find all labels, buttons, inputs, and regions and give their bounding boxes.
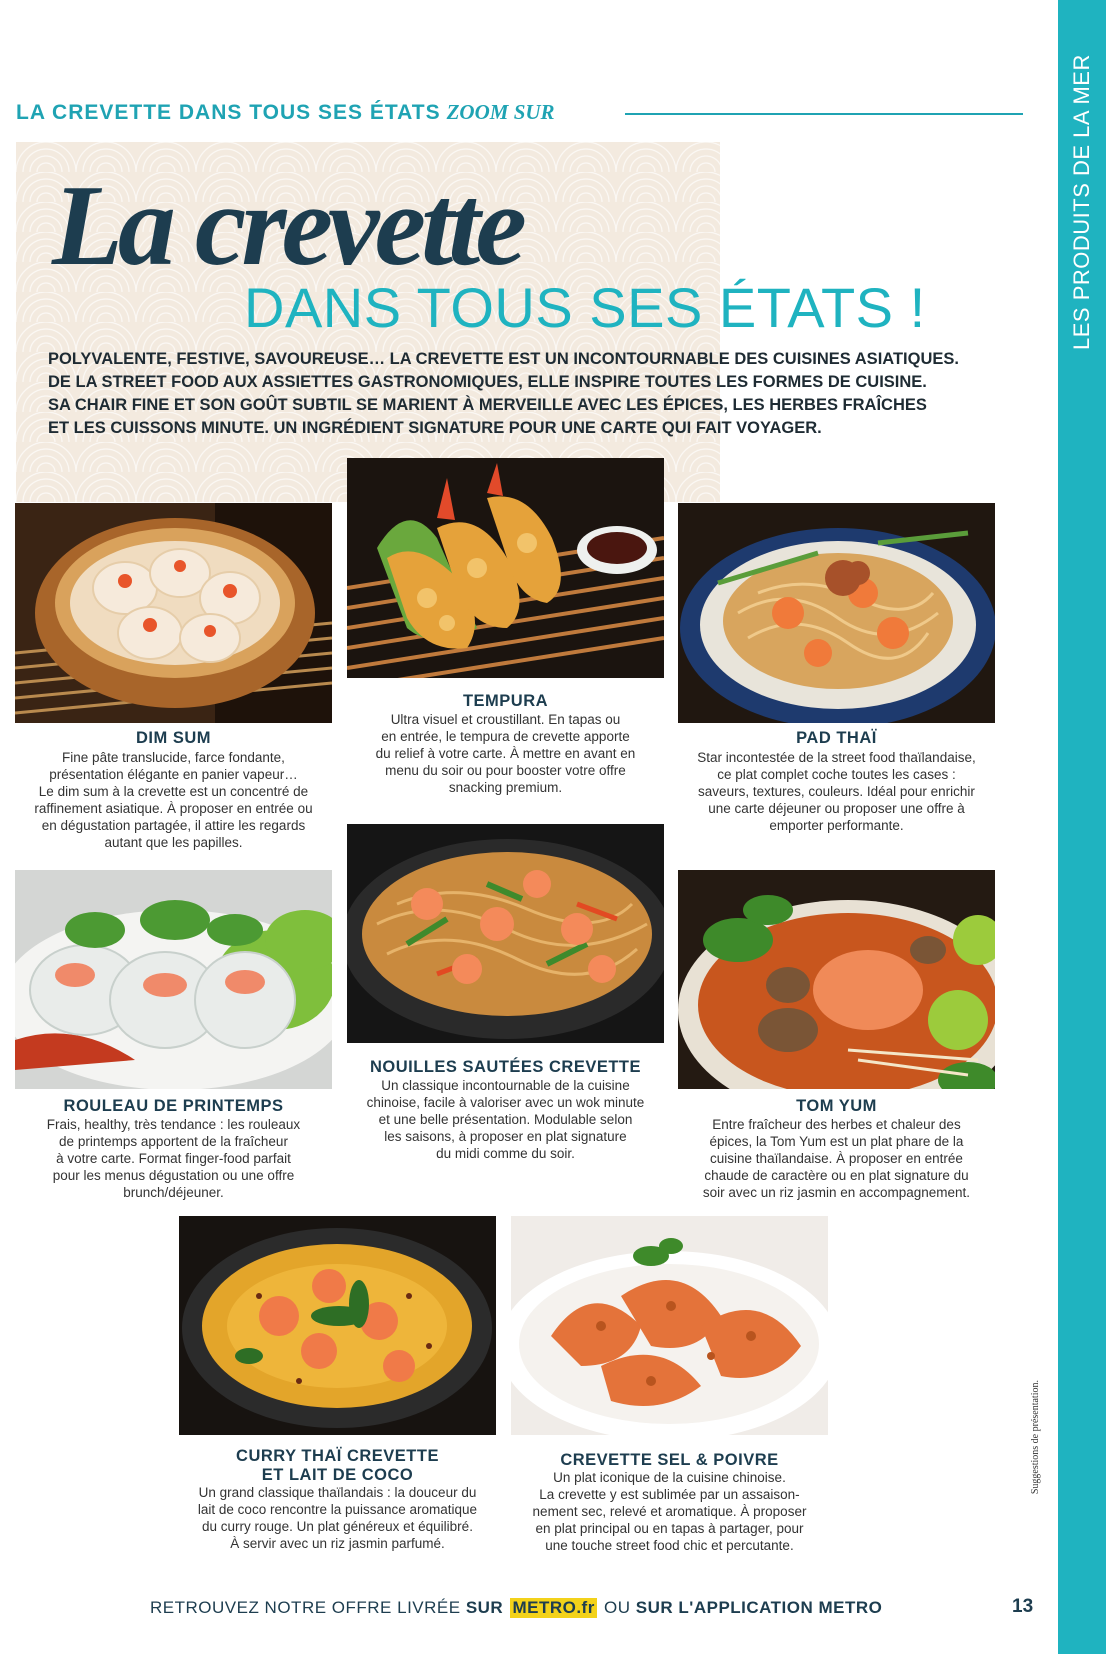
padthai-photo — [678, 503, 995, 723]
desc-line: à votre carte. Format finger-food parfait — [56, 1151, 291, 1166]
tempura-description — [347, 711, 664, 796]
footer-sur: SUR — [465, 1598, 509, 1617]
desc-line: en entrée, le tempura de crevette apporte — [381, 729, 630, 744]
desc-line: Un grand classique thaïlandais : la douceur du — [198, 1485, 477, 1500]
desc-line: Un plat iconique de la cuisine chinoise. — [553, 1470, 786, 1485]
tomyum-photo — [678, 870, 995, 1089]
desc-line: menu du soir ou pour booster votre offre — [385, 763, 626, 778]
selpoivre-photo — [511, 1216, 828, 1435]
desc-line: chaude de caractère ou en plat signature du — [704, 1168, 969, 1183]
desc-line: emporter performante. — [769, 818, 904, 833]
desc-line: À servir avec un riz jasmin parfumé. — [230, 1536, 445, 1551]
desc-line: présentation élégante en panier vapeur… — [49, 767, 298, 782]
presentation-note: Suggestions de présentation. — [1030, 1380, 1041, 1495]
footer-text: RETROUVEZ NOTRE OFFRE LIVRÉE — [150, 1598, 466, 1617]
dimsum-photo — [15, 503, 332, 723]
rouleau-title: ROULEAU DE PRINTEMPS — [63, 1097, 284, 1115]
selpoivre-title: CREVETTE SEL & POIVRE — [560, 1451, 779, 1469]
desc-line: soir avec un riz jasmin en accompagnement. — [702, 1185, 971, 1200]
desc-line: Star incontestée de la street food thaïlandaise, — [697, 750, 976, 765]
desc-line: une touche street food chic et percutante. — [545, 1538, 794, 1553]
desc-line: et une belle présentation. Modulable selon — [378, 1112, 633, 1127]
metro-logo[interactable]: METRO.fr — [512, 1598, 595, 1617]
curry-title-line: ET LAIT DE COCO — [261, 1466, 414, 1484]
desc-line: Entre fraîcheur des herbes et chaleur des — [712, 1117, 961, 1132]
tomyum-description — [678, 1116, 995, 1201]
tomyum-title: TOM YUM — [796, 1097, 877, 1115]
desc-line: autant que les papilles. — [104, 835, 243, 850]
kicker — [16, 100, 555, 125]
footer-app[interactable]: SUR L'APPLICATION METRO — [635, 1598, 883, 1617]
nouilles-photo — [347, 824, 664, 1043]
page-subtitle: DANS TOUS SES ÉTATS ! — [244, 276, 926, 339]
footer-cta — [150, 1598, 882, 1618]
selpoivre-description — [511, 1469, 828, 1554]
curry-photo — [179, 1216, 496, 1435]
desc-line: du relief à votre carte. À mettre en avant en — [375, 746, 636, 761]
desc-line: Frais, healthy, très tendance : les rouleaux — [46, 1117, 301, 1132]
footer-or: OU — [598, 1598, 636, 1617]
desc-line: en dégustation partagée, il attire les regards — [41, 818, 306, 833]
padthai-title: PAD THAÏ — [796, 729, 877, 747]
kicker-rule — [625, 113, 1023, 115]
rouleau-description — [15, 1116, 332, 1201]
desc-line: en plat principal ou en tapas à partager, pour — [535, 1521, 804, 1536]
intro-line: POLYVALENTE, FESTIVE, SAVOUREUSE… LA CREVETTE EST UN INCONTOURNABLE DES CUISINES ASIATIQUES. — [48, 350, 959, 368]
desc-line: Le dim sum à la crevette est un concentré de — [38, 784, 309, 799]
desc-line: Ultra visuel et croustillant. En tapas ou — [390, 712, 621, 727]
desc-line: raffinement asiatique. À proposer en entrée ou — [34, 801, 313, 816]
tempura-title: TEMPURA — [462, 692, 549, 710]
desc-line: du midi comme du soir. — [436, 1146, 575, 1161]
desc-line: Un classique incontournable de la cuisine — [381, 1078, 630, 1093]
desc-line: les saisons, à proposer en plat signature — [384, 1129, 627, 1144]
rouleau-photo — [15, 870, 332, 1089]
desc-line: une carte déjeuner ou proposer une offre à — [708, 801, 965, 816]
desc-line: La crevette y est sublimée par un assaison- — [539, 1487, 800, 1502]
nouilles-description — [347, 1077, 664, 1162]
kicker-main: LA CREVETTE DANS TOUS SES ÉTATS — [16, 101, 441, 124]
desc-line: saveurs, textures, couleurs. Idéal pour enrichir — [698, 784, 975, 799]
padthai-description — [678, 749, 995, 834]
page-number: 13 — [1012, 1596, 1034, 1617]
desc-line: chinoise, facile à valoriser avec un wok minute — [366, 1095, 645, 1110]
desc-line: snacking premium. — [448, 780, 563, 795]
intro-line: ET LES CUISSONS MINUTE. UN INGRÉDIENT SIGNATURE POUR UNE CARTE QUI FAIT VOYAGER. — [48, 419, 822, 437]
intro-line: SA CHAIR FINE ET SON GOÛT SUBTIL SE MARIENT À MERVEILLE AVEC LES ÉPICES, LES HERBES FRAÎCHES — [48, 396, 927, 414]
desc-line: brunch/déjeuner. — [123, 1185, 224, 1200]
desc-line: lait de coco rencontre la puissance aromatique — [197, 1502, 478, 1517]
curry-title-line: CURRY THAÏ CREVETTE — [236, 1447, 439, 1465]
desc-line: cuisine thaïlandaise. À proposer en entrée — [710, 1151, 963, 1166]
desc-line: ce plat complet coche toutes les cases : — [717, 767, 956, 782]
desc-line: épices, la Tom Yum est un plat phare de la — [709, 1134, 964, 1149]
desc-line: de printemps apportent de la fraîcheur — [59, 1134, 288, 1149]
desc-line: nement sec, relevé et aromatique. À proposer — [532, 1504, 807, 1519]
intro-line: DE LA STREET FOOD AUX ASSIETTES GASTRONOMIQUES, ELLE INSPIRE TOUTES LES FORMES DE CUISINE. — [48, 373, 927, 391]
page-title: La crevette — [52, 162, 522, 290]
section-label: LES PRODUITS DE LA MER — [1069, 54, 1094, 350]
nouilles-title: NOUILLES SAUTÉES CREVETTE — [369, 1058, 642, 1076]
dimsum-title: DIM SUM — [136, 729, 211, 747]
intro-text — [48, 348, 978, 440]
tempura-photo — [347, 458, 664, 678]
curry-description — [179, 1484, 496, 1552]
desc-line: pour les menus dégustation ou une offre — [52, 1168, 295, 1183]
curry-title — [179, 1447, 496, 1485]
desc-line: Fine pâte translucide, farce fondante, — [62, 750, 285, 765]
desc-line: du curry rouge. Un plat généreux et équilibré. — [202, 1519, 473, 1534]
kicker-tag: ZOOM SUR — [446, 100, 555, 124]
dimsum-description — [15, 749, 332, 851]
